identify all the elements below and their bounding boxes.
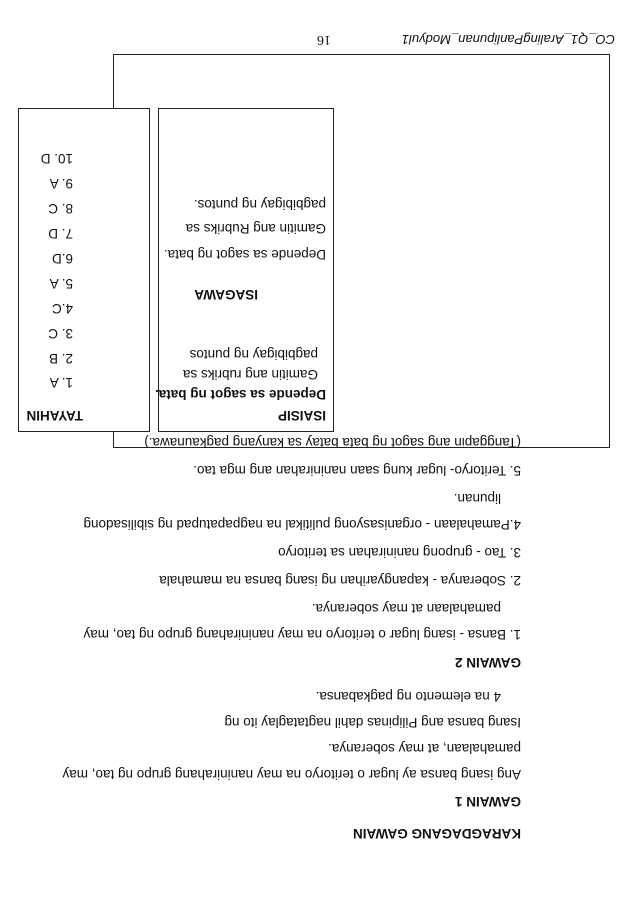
gawain2-line: 2. Soberanya - kapangyarihan ng isang bansa na mamahala (159, 573, 521, 588)
tayahin-answer: 6.D (51, 251, 73, 266)
gawain2-line: 5. Teritoryo- lugar kung saan naninirahan ang mga tao. (193, 463, 521, 478)
tayahin-answer: 3. C (48, 326, 73, 341)
gawain1-line: Isang bansa ang Pilipinas dahil nagtataglay ito ng (224, 715, 521, 730)
gawain2-line: 4.Pamahalaan - organisasyong pulitikal na nagpapatupad ng sibilisadong (83, 517, 521, 532)
isagawa-title: ISAGAWA (194, 287, 258, 302)
module-code: CO_Q1_AralingPanlipunan_Modyul1 (401, 32, 615, 47)
tayahin-answer: 9. A (49, 176, 73, 191)
karagdagang-title: KARAGDAGANG GAWAIN (353, 826, 521, 841)
isagawa-answer-line: Gamitin ang Rubriks sa (185, 221, 326, 236)
tayahin-answer: 8. C (48, 201, 73, 216)
isaisip-answer-line: Gamitin ang rubriks sa (182, 367, 318, 382)
gawain1-line: pamahalaan, at may soberanya. (328, 741, 521, 756)
isaisip-answer-line: pagbibigay ng puntos (189, 347, 318, 362)
tayahin-answer: 5. A (49, 276, 73, 291)
tayahin-answer: 10. D (40, 151, 73, 166)
gawain2-line: 1. Bansa - isang lugar o teritoryo na may naninirahang grupo ng tao, may (83, 627, 521, 642)
gawain1-line: Ang isang bansa ay lugar o teritoryo na may naninirahang grupo ng tao, may (62, 767, 521, 782)
gawain2-line: pamahalaan at may soberanya. (311, 601, 501, 616)
isaisip-isagawa-box (158, 108, 334, 432)
page-number: 16 (317, 32, 331, 47)
tayahin-title: TAYAHIN (26, 408, 83, 423)
tayahin-answer: 4.C (51, 301, 73, 316)
gawain2-title: GAWAIN 2 (454, 655, 521, 670)
gawain2-line: (Tanggapin ang sagot ng bata batay sa kanyang pagkaunawa.) (144, 435, 521, 450)
isagawa-answer-line: pagbibigay ng puntos. (193, 197, 326, 212)
isaisip-title: ISAISIP (277, 408, 326, 423)
gawain2-line: lipunan. (453, 491, 501, 506)
tayahin-answer: 7. D (48, 226, 73, 241)
tayahin-answer: 2. B (48, 351, 73, 366)
tayahin-answer: 1. A (49, 375, 73, 390)
gawain1-line: 4 na elemento ng pagkabansa. (315, 689, 501, 704)
gawain2-line: 3. Tao - grupong naninirahan sa teritoryo (278, 545, 521, 560)
isaisip-answer: Depende sa sagot ng bata. (154, 387, 326, 402)
isagawa-answer: Depende sa sagot ng bata. (163, 247, 326, 262)
gawain1-title: GAWAIN 1 (454, 794, 521, 809)
tayahin-box (18, 108, 150, 432)
